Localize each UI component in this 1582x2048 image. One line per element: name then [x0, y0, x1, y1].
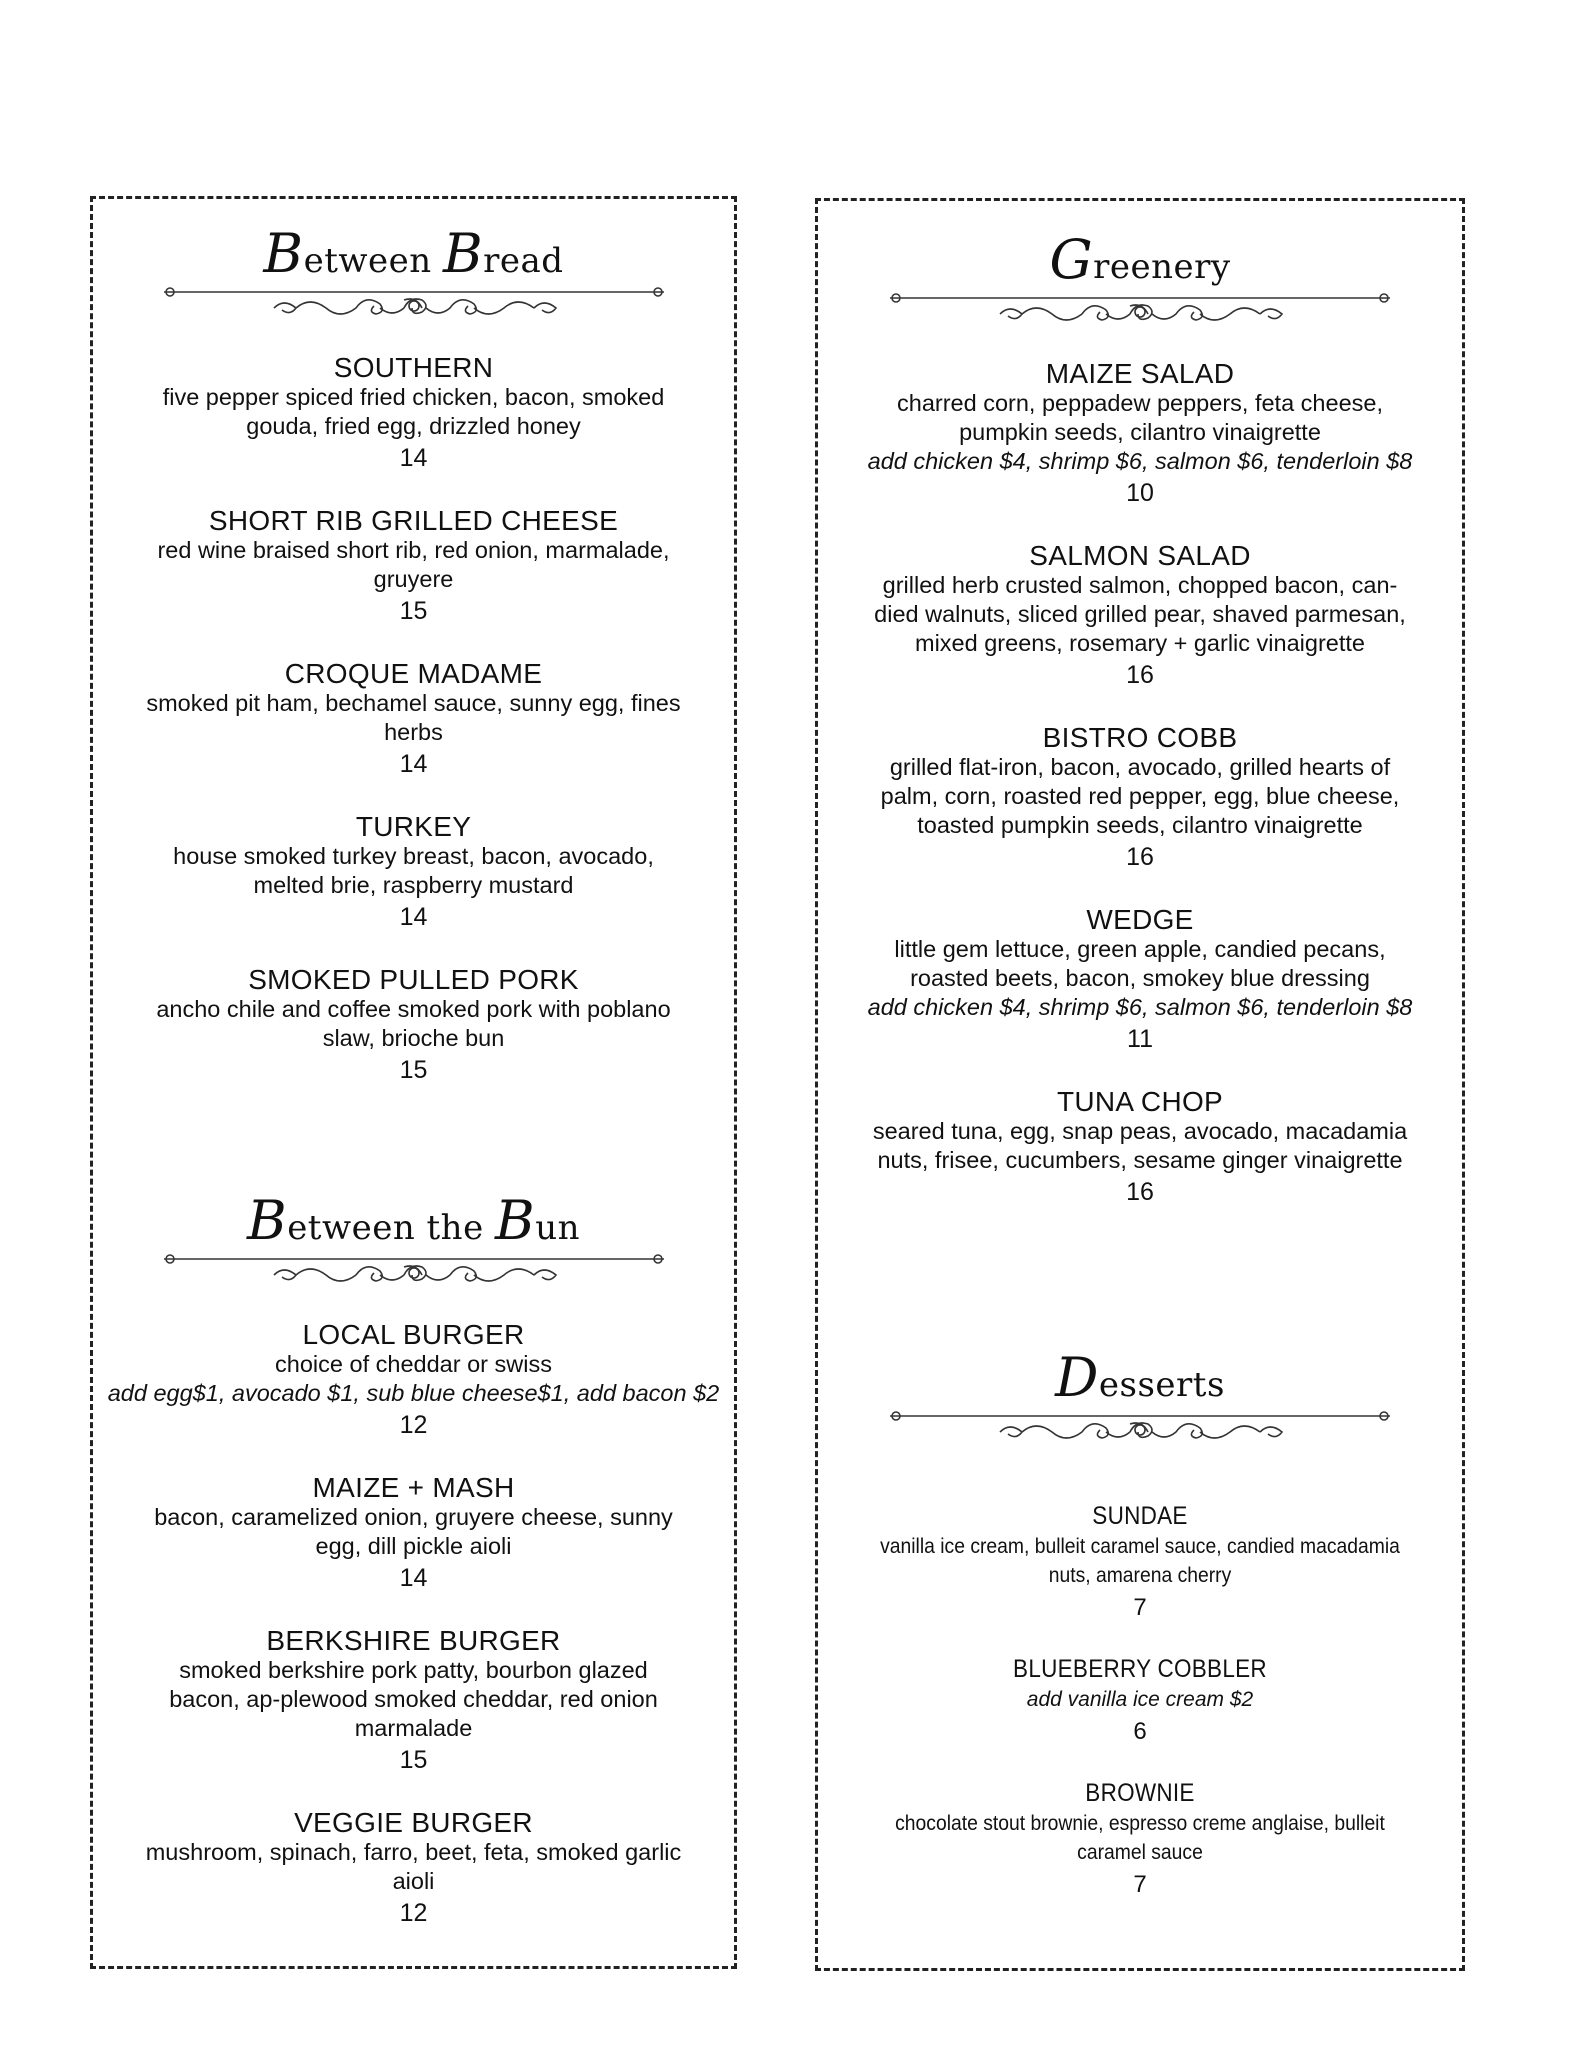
- menu-item: [93, 1807, 734, 1931]
- item-price: 14: [399, 903, 428, 931]
- section-title: Between the Bun: [247, 1189, 580, 1252]
- menu-item: [93, 1472, 734, 1596]
- item-name: BERKSHIRE BURGER: [266, 1625, 561, 1656]
- item-name: TURKEY: [355, 811, 472, 842]
- menu-item: [818, 540, 1462, 693]
- menu-item: [93, 1319, 734, 1443]
- flourish-ornament-icon: [885, 1396, 1395, 1448]
- menu-item: [818, 1086, 1462, 1210]
- item-price: 6: [1133, 1718, 1147, 1745]
- item-name: SHORT RIB GRILLED CHEESE: [208, 505, 619, 536]
- menu-item: [93, 964, 734, 1088]
- item-price: 16: [1126, 1178, 1154, 1206]
- item-description: little gem lettuce, green apple, candied pecans, roasted beets, bacon, smokey blue dressing: [894, 936, 1386, 991]
- item-name: SALMON SALAD: [1029, 540, 1251, 571]
- flourish-ornament-icon: [885, 278, 1395, 330]
- menu-item-list: [93, 1319, 734, 1931]
- item-name: MAIZE SALAD: [1045, 358, 1235, 389]
- menu-item: [93, 811, 734, 935]
- item-addon-note: add vanilla ice cream $2: [1026, 1688, 1254, 1711]
- item-description: mushroom, spinach, farro, beet, feta, smoked garlic aioli: [145, 1839, 682, 1894]
- item-description: vanilla ice cream, bulleit caramel sauce, candied macadamia nuts, amarena cherry: [880, 1535, 1400, 1587]
- menu-item: [818, 358, 1462, 511]
- menu-item: [93, 658, 734, 782]
- item-name: SMOKED PULLED PORK: [248, 964, 579, 995]
- menu-item: [818, 904, 1462, 1057]
- desserts-heading: [818, 1346, 1462, 1501]
- item-price: 15: [399, 597, 428, 625]
- menu-item: [93, 352, 734, 476]
- menu-item: [818, 1654, 1462, 1749]
- item-description: smoked pit ham, bechamel sauce, sunny egg, fines herbs: [146, 690, 681, 745]
- item-addon-note: add egg$1, avocado $1, sub blue cheese$1, add bacon $2: [107, 1380, 720, 1406]
- item-price: 16: [1126, 661, 1154, 689]
- menu-item: [93, 1625, 734, 1778]
- menu-item: [818, 722, 1462, 875]
- item-name: WEDGE: [1086, 904, 1194, 935]
- item-description: charred corn, peppadew peppers, feta cheese, pumpkin seeds, cilantro vinaigrette: [897, 390, 1383, 445]
- item-description: house smoked turkey breast, bacon, avocado, melted brie, raspberry mustard: [173, 843, 654, 898]
- item-name: SOUTHERN: [333, 352, 494, 383]
- item-description: grilled flat-iron, bacon, avocado, grilled hearts of palm, corn, roasted red pepper, egg, blue cheese, toasted pumpkin seeds, cilantro vinaigrette: [880, 754, 1400, 838]
- item-name: BISTRO COBB: [1042, 722, 1238, 753]
- menu-item: [818, 1501, 1462, 1625]
- menu-item: [93, 505, 734, 629]
- item-name: BROWNIE: [1085, 1779, 1195, 1807]
- item-description: smoked berkshire pork patty, bourbon glazed bacon, ap-plewood smoked cheddar, red onion marmalade: [169, 1657, 658, 1741]
- item-price: 10: [1126, 479, 1154, 507]
- item-name: MAIZE + MASH: [312, 1472, 515, 1503]
- item-name: VEGGIE BURGER: [294, 1807, 533, 1838]
- item-price: 14: [399, 444, 428, 472]
- item-description: ancho chile and coffee smoked pork with poblano slaw, brioche bun: [156, 996, 671, 1051]
- item-addon-note: add chicken $4, shrimp $6, salmon $6, tenderloin $8: [867, 994, 1413, 1020]
- item-price: 14: [399, 1564, 428, 1592]
- menu-item: [818, 1778, 1462, 1902]
- flourish-ornament-icon: [159, 272, 669, 324]
- left-menu-panel: [90, 196, 737, 1969]
- menu-item-list: [818, 358, 1462, 1210]
- menu-item-list: [93, 352, 734, 1088]
- item-name: BLUEBERRY COBBLER: [1013, 1655, 1267, 1683]
- item-description: chocolate stout brownie, espresso creme anglaise, bulleit caramel sauce: [895, 1812, 1385, 1864]
- item-price: 15: [399, 1746, 428, 1774]
- item-description: grilled herb crusted salmon, chopped bacon, can-died walnuts, sliced grilled pear, shaved parmesan, mixed greens, rosemary + garlic vinaigrette: [874, 572, 1406, 656]
- between-bun-section: [93, 1189, 734, 1960]
- desserts-section: [818, 1346, 1462, 1931]
- section-title: Desserts: [1055, 1346, 1225, 1409]
- item-price: 15: [399, 1056, 428, 1084]
- item-price: 7: [1133, 1871, 1147, 1898]
- item-price: 16: [1126, 843, 1154, 871]
- item-price: 11: [1127, 1025, 1153, 1053]
- between-bun-heading: [93, 1189, 734, 1319]
- section-title: Greenery: [1049, 228, 1231, 291]
- item-price: 12: [399, 1411, 428, 1439]
- flourish-ornament-icon: [159, 1239, 669, 1291]
- item-name: TUNA CHOP: [1056, 1086, 1224, 1117]
- between-bread-heading: [93, 222, 734, 352]
- item-name: SUNDAE: [1092, 1502, 1188, 1530]
- item-description: five pepper spiced fried chicken, bacon, smoked gouda, fried egg, drizzled honey: [162, 384, 665, 439]
- menu-item-list: [818, 1501, 1462, 1902]
- item-price: 12: [399, 1899, 428, 1927]
- right-menu-panel: [815, 198, 1465, 1971]
- between-bread-section: [93, 222, 734, 1117]
- greenery-heading: [818, 228, 1462, 358]
- item-price: 7: [1133, 1594, 1147, 1621]
- item-price: 14: [399, 750, 428, 778]
- item-name: LOCAL BURGER: [302, 1319, 525, 1350]
- greenery-section: [818, 228, 1462, 1239]
- section-title: Between Bread: [263, 222, 564, 285]
- item-name: CROQUE MADAME: [284, 658, 543, 689]
- item-description: choice of cheddar or swiss: [275, 1351, 552, 1377]
- item-description: red wine braised short rib, red onion, marmalade, gruyere: [157, 537, 670, 592]
- item-addon-note: add chicken $4, shrimp $6, salmon $6, tenderloin $8: [867, 448, 1413, 474]
- item-description: seared tuna, egg, snap peas, avocado, macadamia nuts, frisee, cucumbers, sesame ginger vinaigrette: [872, 1118, 1408, 1173]
- item-description: bacon, caramelized onion, gruyere cheese, sunny egg, dill pickle aioli: [154, 1504, 673, 1559]
